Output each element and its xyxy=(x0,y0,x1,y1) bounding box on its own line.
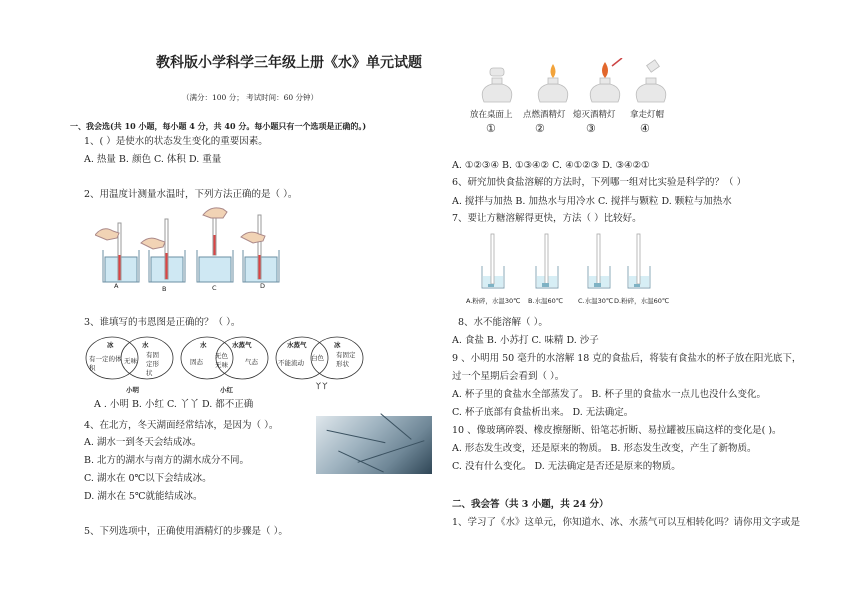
venn1-right-title: 水 xyxy=(142,341,149,349)
venn3-left-title: 水蒸气 xyxy=(287,341,307,349)
q7-label-c: C.水温30℃ xyxy=(578,297,614,305)
q10-options-ab: A. 形态发生改变，还是原来的物质。 B. 形态发生改变，产生了新物质。 xyxy=(452,443,757,454)
q1-options: A. 热量 B. 颜色 C. 体积 D. 重量 xyxy=(84,154,222,165)
venn2-name: 小红 xyxy=(220,386,233,394)
beaker-b xyxy=(141,219,185,282)
q5-step-3: 熄灭酒精灯 xyxy=(573,110,616,120)
q5-step-2: 点燃酒精灯 xyxy=(523,110,566,120)
venn2-left-title: 水 xyxy=(200,341,207,349)
section-2-q1: 1、学习了《水》这单元，你知道水、冰、水蒸气可以互相转化吗？请你用文字或是 xyxy=(452,517,801,528)
venn3-mid: 白色 xyxy=(311,354,324,362)
q8-stem: 8、水不能溶解（ ）。 xyxy=(458,317,548,328)
q7-label-d: D.粉碎，水温60℃ xyxy=(614,297,670,305)
beaker-a xyxy=(95,223,139,282)
venn2-right: 气态 xyxy=(245,358,258,366)
venn3-left: 不能流动 xyxy=(278,359,304,367)
exam-meta: （满分：100 分； 考试时间：60 分钟） xyxy=(182,93,319,102)
q6-stem: 6、研究加快食盐溶解的方法时，下列哪一组对比实验是科学的？（ ） xyxy=(452,177,747,188)
q3-options: A . 小明 B. 小红 C. 丫丫 D. 都不正确 xyxy=(94,399,254,410)
q9-stem-2: 过一个星期后会看到（ ）。 xyxy=(452,371,565,382)
alcohol-lamp-figure xyxy=(472,58,672,110)
q2-label-c: C xyxy=(212,284,217,292)
page-title: 教科版小学科学三年级上册《水》单元试题 xyxy=(156,55,422,71)
q2-label-a: A xyxy=(114,282,119,290)
q4-option-c: C. 湖水在 0℃以下会结成冰。 xyxy=(84,473,212,484)
q5-num-2: ② xyxy=(535,122,545,135)
q5-step-1: 放在桌面上 xyxy=(470,110,513,120)
q2-label-b: B xyxy=(162,285,167,293)
venn1-mid: 无味 xyxy=(124,357,137,365)
venn1-left: 有一定的体积 xyxy=(89,355,122,372)
section-1-heading: 一、我会选(共 10 小题，每小题 4 分，共 40 分。每小题只有一个选项是正确的。) xyxy=(70,121,367,131)
beakers-figure xyxy=(478,232,658,292)
q4-option-b: B. 北方的湖水与南方的湖水成分不同。 xyxy=(84,455,250,466)
q10-stem: 10 、像玻璃碎裂、橡皮擦掰断、铅笔芯折断、易拉罐被压扁这样的变化是( )。 xyxy=(452,425,782,436)
q9-stem: 9 、小明用 50 毫升的水溶解 18 克的食盐后，将装有食盐水的杯子放在阳光底下， xyxy=(452,353,802,364)
q7-label-a: A.粉碎，水温30℃ xyxy=(466,297,521,305)
q4-stem: 4、在北方，冬天湖面经常结冰，是因为（ ）。 xyxy=(84,420,279,431)
q9-options-cd: C. 杯子底部有食盐析出来。 D. 无法确定。 xyxy=(452,407,634,418)
beaker-c xyxy=(197,208,233,282)
venn3-name: 丫丫 xyxy=(315,382,328,390)
q5-num-3: ③ xyxy=(586,122,596,135)
q6-options: A. 搅拌与加热 B. 加热水与用冷水 C. 搅拌与颗粒 D. 颗粒与加热水 xyxy=(452,196,732,207)
q10-options-cd: C. 没有什么变化。 D. 无法确定是否还是原来的物质。 xyxy=(452,461,681,472)
venn3-right-title: 冰 xyxy=(334,341,341,349)
q5-stem: 5、下列选项中，正确使用酒精灯的步骤是（ ）。 xyxy=(84,526,288,537)
beaker-d xyxy=(241,215,279,282)
q5-num-4: ④ xyxy=(640,122,650,135)
q5-step-4: 拿走灯帽 xyxy=(630,110,665,120)
q4-option-d: D. 湖水在 5℃就能结成冰。 xyxy=(84,491,203,502)
q1-stem: 1、( ）是使水的状态发生变化的重要因素。 xyxy=(84,136,268,147)
q2-stem: 2、用温度计测量水温时，下列方法正确的是（ ）。 xyxy=(84,189,298,200)
section-2-heading: 二、我会答（共 3 小题，共 24 分） xyxy=(452,499,609,510)
q4-option-a: A. 湖水一到冬天会结成冰。 xyxy=(84,437,202,448)
q7-label-b: B.水温60℃ xyxy=(528,297,564,305)
venn1-name: 小明 xyxy=(126,386,139,394)
q3-stem: 3、谁填写的韦恩图是正确的？（ ）。 xyxy=(84,317,241,328)
frozen-lake-photo xyxy=(316,416,432,474)
q5-num-1: ① xyxy=(486,122,496,135)
venn2-mid: 无色无味 xyxy=(215,352,228,369)
venn2-right-title: 水蒸气 xyxy=(232,341,252,349)
venn1-right: 有固定形状 xyxy=(146,351,159,377)
q2-label-d: D xyxy=(260,282,266,290)
venn3-right: 有固定形状 xyxy=(336,351,356,368)
q5-options: A. ①②③④ B. ①③④② C. ④①②③ D. ③④②① xyxy=(452,160,650,171)
q9-options-ab: A. 杯子里的食盐水全部蒸发了。 B. 杯子里的食盐水一点儿也没什么变化。 xyxy=(452,389,766,400)
venn1-left-title: 冰 xyxy=(107,341,114,349)
q8-options: A. 食盐 B. 小苏打 C. 味精 D. 沙子 xyxy=(452,335,599,346)
q7-stem: 7、要让方糖溶解得更快，方法（ ）比较好。 xyxy=(452,213,642,224)
venn2-left: 固态 xyxy=(190,358,203,366)
thermometer-figure xyxy=(95,205,285,293)
